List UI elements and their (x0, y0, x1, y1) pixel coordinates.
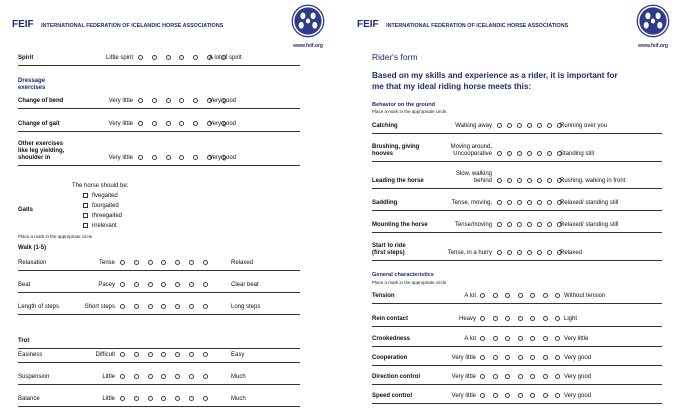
walk-scale[interactable] (120, 304, 217, 310)
gaits-intro: The horse should be: (72, 183, 129, 189)
checkbox-icon[interactable] (83, 223, 88, 228)
divider (372, 403, 662, 404)
behavior-label: Start to ride (372, 243, 406, 249)
gait-option[interactable]: fourgaited (83, 203, 119, 209)
behavior-scale[interactable] (497, 200, 567, 206)
left-page: FEIF INTERNATIONAL FEDERATION OF ICELANDIC HORSE ASSOCIATIONS www.feif.org Spirit Little spirit A lot of spirit Dressage exercises Change of bend Very little Very good Change of gait Very little Very good Other exercises like leg yielding, shoulder in Very little Very good The horse should be: Gaits fivegaited fourgaited threegaited irrelevant Place a mark in the appropriate circle Walk (1-5) Relaxation Tense Relaxed Beat Pacey Clear beat Length of steps Short steps Long steps Trot Easiness Difficult Easy Suspension Little Much Balance Little Much (0, 0, 345, 410)
checkbox-icon[interactable] (83, 213, 88, 218)
behavior-scale[interactable] (497, 222, 567, 228)
behavior-label: Brushing, giving (372, 144, 420, 150)
other-label-2: like leg yielding, (18, 148, 65, 154)
change-gait-label: Change of gait (18, 121, 60, 127)
change-gait-left: Very little (108, 121, 133, 127)
general-scale[interactable] (480, 316, 568, 322)
dressage-title-2: exercises (18, 85, 46, 91)
divider (372, 260, 662, 261)
header (357, 14, 568, 32)
intro-line-1: Based on my skills and experience as a rider, it is important for (372, 71, 618, 80)
org-name: INTERNATIONAL FEDERATION OF ICELANDIC HORSE ASSOCIATIONS (41, 23, 224, 29)
divider (372, 346, 662, 347)
divider (372, 326, 662, 327)
divider (18, 270, 300, 271)
general-scale[interactable] (480, 355, 568, 361)
checkbox-icon[interactable] (83, 203, 88, 208)
divider (372, 188, 662, 189)
other-label-1: Other exercises (18, 141, 64, 147)
gaits-label: Gaits (18, 207, 34, 213)
behavior-scale[interactable] (497, 250, 567, 256)
trot-scale[interactable] (120, 374, 217, 380)
spirit-label: Spirit (18, 55, 34, 61)
general-scale[interactable] (480, 293, 568, 299)
divider (372, 384, 662, 385)
divider (372, 133, 662, 134)
divider (18, 165, 300, 166)
walk-scale[interactable] (120, 282, 217, 288)
divider (18, 384, 300, 385)
checkbox-icon[interactable] (83, 193, 88, 198)
intro-line-2: me that my ideal riding horse meets this: (372, 82, 532, 91)
divider (372, 210, 662, 211)
change-bend-label: Change of bend (18, 98, 64, 104)
spirit-right: A lot of spirit (209, 55, 242, 61)
brand: FEIF (357, 19, 379, 30)
divider (372, 303, 662, 304)
general-scale[interactable] (480, 393, 568, 399)
divider (18, 406, 300, 407)
behavior-title: Behavior on the ground (372, 102, 436, 108)
other-label-3: shoulder in (18, 155, 51, 161)
general-scale[interactable] (480, 374, 568, 380)
divider (18, 65, 300, 66)
brand: FEIF (12, 19, 34, 30)
divider (372, 161, 662, 162)
other-left: Very little (108, 155, 133, 161)
change-bend-left: Very little (108, 98, 133, 104)
trot-scale[interactable] (120, 396, 217, 402)
gait-option[interactable]: threegaited (83, 213, 122, 219)
website-url: www.feif.org (638, 43, 668, 49)
other-right: Very good (209, 155, 237, 161)
general-note: Place a mark in the appropriate circle (372, 280, 447, 285)
divider (18, 314, 300, 315)
divider (372, 232, 662, 233)
divider (372, 365, 662, 366)
header (12, 14, 223, 32)
place-note: Place a mark in the appropriate circle (18, 234, 93, 239)
walk-scale[interactable] (120, 260, 217, 266)
website-url: www.feif.org (293, 43, 323, 49)
form-title: Rider's form (372, 52, 418, 62)
gait-option[interactable]: fivegaited (83, 193, 118, 199)
org-name: INTERNATIONAL FEDERATION OF ICELANDIC HORSE ASSOCIATIONS (386, 23, 569, 29)
change-gait-right: Very good (209, 121, 237, 127)
right-page: FEIF INTERNATIONAL FEDERATION OF ICELANDIC HORSE ASSOCIATIONS www.feif.org Rider's form Based on my skills and experience as a rider, it is important for me that my ideal riding horse meets this: Behavior on the ground Place a mark in the appropriate circle. Catching Walking away Running over you Brushing, giving Moving around, hooves Uncooperative Standing still Slow, walking Leading the horse behind Rushing, walking in front Saddling Tense, moving, Relaxed/ standing still Mounting the horse Tense/moving Relaxed/ standing still Start to ride (first steps) Tense, in a hurry Relaxed General characteristics Place a mark in the appropriate circle Tension A lot Without tension Rein contact Heavy Light Crookedness A lot Very little Cooperation Very little Very good Direction control Very little Very good Speed control Very little Very good (345, 0, 690, 410)
divider (18, 108, 300, 109)
walk-title: Walk (1-5) (18, 245, 47, 251)
behavior-note: Place a mark in the appropriate circle. (372, 109, 448, 114)
spirit-left: Little spirit (105, 55, 133, 61)
feif-logo-icon (636, 4, 670, 38)
gait-option[interactable]: irrelevant (83, 223, 117, 229)
behavior-scale[interactable] (497, 178, 567, 184)
general-title: General characteristics (372, 272, 434, 278)
dressage-title: Dressage (18, 78, 46, 84)
behavior-scale[interactable] (497, 151, 567, 157)
divider (18, 292, 300, 293)
divider (18, 131, 300, 132)
divider (18, 362, 300, 363)
divider (18, 348, 300, 349)
trot-scale[interactable] (120, 352, 217, 358)
feif-logo-icon (291, 4, 325, 38)
change-bend-right: Very good (209, 98, 237, 104)
trot-title: Trot (18, 338, 30, 344)
behavior-scale[interactable] (497, 123, 567, 129)
general-scale[interactable] (480, 336, 568, 342)
